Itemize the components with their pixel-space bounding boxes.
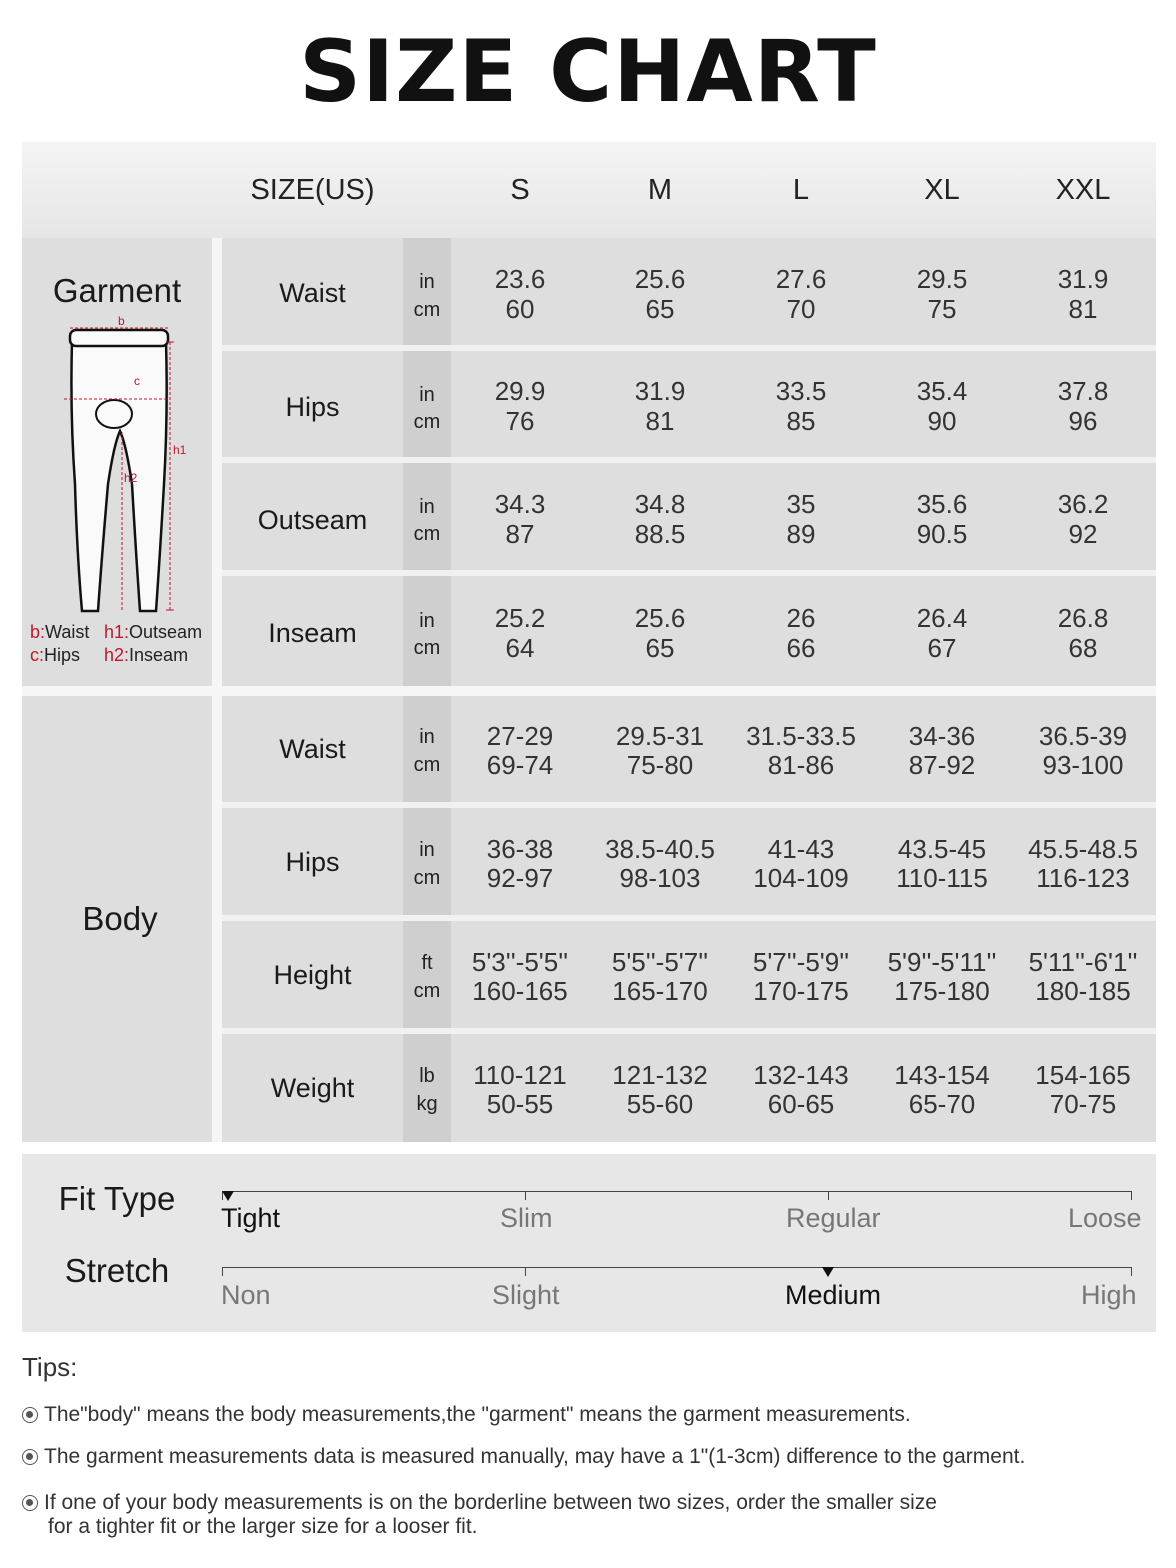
value-cell: 88.5: [634, 519, 686, 549]
value-cell: 89: [786, 519, 816, 549]
value-cell: 165-170: [612, 976, 708, 1006]
value-cell: 27-29: [486, 721, 554, 751]
value-cell: 25.2: [494, 603, 546, 633]
value-cell: 34.8: [634, 489, 686, 519]
value-cell: 5'7''-5'9'': [752, 947, 850, 977]
value-cell: 175-180: [894, 976, 990, 1006]
unit-primary: in: [419, 271, 435, 293]
value-cell: 31.5-33.5: [746, 721, 856, 751]
unit-secondary: cm: [413, 299, 441, 321]
value-cell: 26.4: [916, 603, 968, 633]
diagram-label-c: c: [134, 374, 140, 388]
scale-tick: [1131, 1267, 1132, 1276]
diagram-label-h2: h2: [124, 471, 138, 485]
fit-option: Regular: [786, 1203, 881, 1233]
scale-tick: [525, 1267, 526, 1276]
size-us-label: SIZE(US): [250, 174, 375, 206]
fit-type-label: Fit Type: [58, 1180, 176, 1217]
row-label: Weight: [270, 1073, 355, 1103]
value-cell: 67: [927, 633, 957, 663]
fit-option: Tight: [221, 1203, 281, 1233]
value-cell: 116-123: [1036, 863, 1130, 893]
value-cell: 110-121: [473, 1060, 567, 1090]
fit-type-line: [222, 1191, 1132, 1192]
value-cell: 90.5: [916, 519, 968, 549]
scale-tick: [222, 1267, 223, 1276]
value-cell: 66: [786, 633, 816, 663]
stretch-option: Non: [221, 1280, 271, 1310]
bullet-icon: [22, 1449, 38, 1465]
unit-secondary: kg: [416, 1093, 438, 1115]
scale-tick: [1131, 1191, 1132, 1200]
value-cell: 31.9: [1057, 264, 1109, 294]
unit-secondary: cm: [413, 411, 441, 433]
unit-primary: in: [419, 496, 435, 518]
value-cell: 92: [1068, 519, 1098, 549]
value-cell: 45.5-48.5: [1028, 834, 1138, 864]
value-cell: 34-36: [908, 721, 976, 751]
value-cell: 29.5-31: [615, 721, 705, 751]
value-cell: 65-70: [908, 1089, 976, 1119]
size-m-header: M: [647, 174, 673, 206]
value-cell: 37.8: [1057, 376, 1109, 406]
value-cell: 5'3''-5'5'': [471, 947, 569, 977]
value-cell: 70-75: [1049, 1089, 1117, 1119]
value-cell: 70: [786, 294, 816, 324]
value-cell: 55-60: [626, 1089, 694, 1119]
tips-title: Tips:: [22, 1352, 78, 1382]
value-cell: 121-132: [612, 1060, 708, 1090]
stretch-option: Slight: [492, 1280, 560, 1310]
value-cell: 65: [645, 294, 675, 324]
value-cell: 23.6: [494, 264, 546, 294]
unit-secondary: cm: [413, 980, 441, 1002]
value-cell: 33.5: [775, 376, 827, 406]
row-divider: [222, 570, 1156, 576]
body-label: Body: [82, 900, 158, 937]
value-cell: 76: [505, 406, 535, 436]
unit-primary: ft: [421, 952, 433, 974]
unit-primary: in: [419, 384, 435, 406]
value-cell: 35: [786, 489, 816, 519]
row-divider: [222, 1028, 1156, 1034]
value-cell: 36.2: [1057, 489, 1109, 519]
value-cell: 31.9: [634, 376, 686, 406]
value-cell: 143-154: [894, 1060, 990, 1090]
value-cell: 98-103: [619, 863, 701, 893]
row-divider: [222, 802, 1156, 808]
row-label: Outseam: [257, 505, 368, 535]
row-label: Hips: [285, 847, 340, 877]
unit-secondary: cm: [413, 637, 441, 659]
value-cell: 35.4: [916, 376, 968, 406]
stretch-label: Stretch: [64, 1252, 170, 1289]
value-cell: 41-43: [767, 834, 835, 864]
value-cell: 110-115: [896, 863, 988, 893]
size-s-header: S: [510, 174, 530, 206]
row-divider: [222, 345, 1156, 351]
value-cell: 90: [927, 406, 957, 436]
unit-secondary: cm: [413, 523, 441, 545]
value-cell: 36.5-39: [1038, 721, 1128, 751]
bullet-icon: [22, 1407, 38, 1423]
row-label: Hips: [285, 392, 340, 422]
value-cell: 87: [505, 519, 535, 549]
value-cell: 38.5-40.5: [605, 834, 715, 864]
value-cell: 36-38: [486, 834, 554, 864]
value-cell: 92-97: [486, 863, 554, 893]
row-label: Waist: [279, 734, 346, 764]
value-cell: 75-80: [626, 750, 694, 780]
legend-hips: c:Hips: [30, 645, 81, 665]
value-cell: 104-109: [753, 863, 849, 893]
value-cell: 87-92: [908, 750, 976, 780]
value-cell: 35.6: [916, 489, 968, 519]
fit-option: Slim: [500, 1203, 553, 1233]
stretch-option: Medium: [785, 1280, 882, 1310]
tip-item: The garment measurements data is measured manually, may have a 1"(1-3cm) difference to the garment.: [22, 1445, 1162, 1469]
value-cell: 29.9: [494, 376, 546, 406]
size-l-header: L: [792, 174, 810, 206]
value-cell: 5'9''-5'11'': [887, 947, 997, 977]
value-cell: 81-86: [767, 750, 835, 780]
value-cell: 180-185: [1035, 976, 1131, 1006]
page-title: SIZE CHART: [299, 22, 877, 122]
pants-diagram-icon: [50, 314, 200, 618]
stretch-option: High: [1081, 1280, 1137, 1310]
row-label: Height: [273, 960, 352, 990]
unit-primary: lb: [419, 1065, 435, 1087]
value-cell: 26: [786, 603, 816, 633]
value-cell: 69-74: [486, 750, 554, 780]
size-xl-header: XL: [924, 174, 960, 206]
value-cell: 160-165: [472, 976, 568, 1006]
value-cell: 85: [786, 406, 816, 436]
value-cell: 50-55: [486, 1089, 554, 1119]
unit-primary: in: [419, 726, 435, 748]
value-cell: 64: [505, 633, 535, 663]
unit-secondary: cm: [413, 867, 441, 889]
value-cell: 68: [1068, 633, 1098, 663]
diagram-label-h1: h1: [173, 443, 187, 457]
value-cell: 132-143: [753, 1060, 849, 1090]
value-cell: 5'11''-6'1'': [1028, 947, 1138, 977]
value-cell: 25.6: [634, 264, 686, 294]
legend-waist: b:Waist: [30, 622, 90, 642]
value-cell: 27.6: [775, 264, 827, 294]
stretch-marker-icon: [822, 1267, 834, 1277]
value-cell: 60-65: [767, 1089, 835, 1119]
fit-type-marker-icon: [222, 1191, 234, 1201]
value-cell: 43.5-45: [897, 834, 987, 864]
group-divider: [22, 686, 1156, 696]
value-cell: 81: [1068, 294, 1098, 324]
fit-option: Loose: [1068, 1203, 1142, 1233]
value-cell: 26.8: [1057, 603, 1109, 633]
value-cell: 5'5''-5'7'': [611, 947, 709, 977]
scale-tick: [828, 1191, 829, 1200]
value-cell: 60: [505, 294, 535, 324]
row-divider: [222, 915, 1156, 921]
diagram-label-b: b: [118, 314, 125, 328]
row-label: Waist: [279, 278, 346, 308]
stretch-line: [222, 1267, 1132, 1268]
value-cell: 65: [645, 633, 675, 663]
value-cell: 75: [927, 294, 957, 324]
tip-item: The"body" means the body measurements,the "garment" means the garment measurements.: [22, 1403, 1162, 1427]
unit-secondary: cm: [413, 754, 441, 776]
value-cell: 34.3: [494, 489, 546, 519]
value-cell: 81: [645, 406, 675, 436]
unit-primary: in: [419, 610, 435, 632]
size-xxl-header: XXL: [1055, 174, 1111, 206]
value-cell: 154-165: [1035, 1060, 1131, 1090]
value-cell: 96: [1068, 406, 1098, 436]
tip-item: If one of your body measurements is on the borderline between two sizes, order the smaller size for a tighter fit or the larger size for a looser fit.: [22, 1491, 1162, 1539]
scale-tick: [525, 1191, 526, 1200]
row-label: Inseam: [268, 618, 357, 648]
garment-label: Garment: [52, 272, 182, 309]
value-cell: 170-175: [753, 976, 849, 1006]
unit-primary: in: [419, 839, 435, 861]
value-cell: 93-100: [1042, 750, 1124, 780]
bullet-icon: [22, 1495, 38, 1511]
legend-outseam: h1:Outseam: [104, 622, 203, 642]
value-cell: 25.6: [634, 603, 686, 633]
legend-inseam: h2:Inseam: [104, 645, 189, 665]
row-divider: [222, 457, 1156, 463]
value-cell: 29.5: [916, 264, 968, 294]
